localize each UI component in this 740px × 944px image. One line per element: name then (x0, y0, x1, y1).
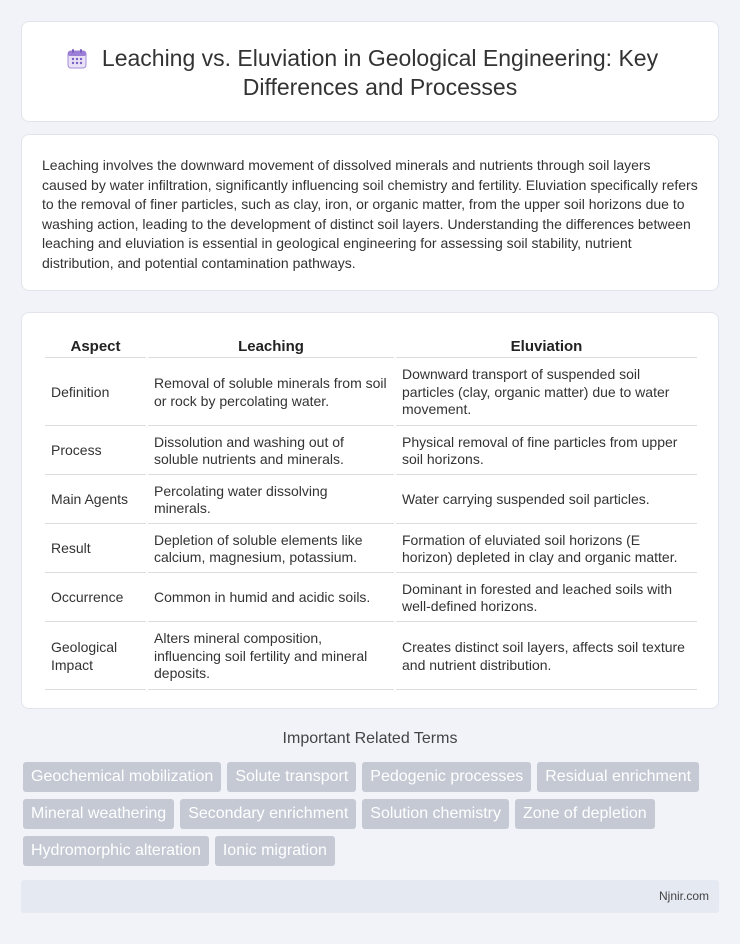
row-eluviation: Water carrying suspended soil particles. (396, 477, 697, 524)
header-eluviation: Eluviation (396, 336, 697, 358)
table-row (45, 575, 697, 622)
term-tag[interactable]: Hydromorphic alteration (23, 836, 209, 866)
related-terms-title: Important Related Terms (282, 730, 458, 747)
header-leaching: Leaching (148, 336, 394, 358)
term-tag[interactable]: Ionic migration (215, 836, 335, 866)
footer (21, 880, 719, 913)
term-tag[interactable]: Secondary enrichment (180, 799, 356, 829)
term-tag[interactable]: Mineral weathering (23, 799, 174, 829)
row-aspect: Definition (45, 360, 146, 426)
table-row (45, 477, 697, 524)
header-aspect: Aspect (45, 336, 146, 358)
term-tag[interactable]: Zone of depletion (515, 799, 655, 829)
table-row (45, 624, 697, 690)
row-leaching: Percolating water dissolving minerals. (148, 477, 394, 524)
term-tag[interactable]: Solute transport (227, 762, 356, 792)
term-tag[interactable]: Pedogenic processes (362, 762, 531, 792)
table-row (45, 428, 697, 475)
row-eluviation: Creates distinct soil layers, affects soil texture and nutrient distribution. (396, 624, 697, 690)
intro-card (21, 134, 719, 291)
table-header-row (45, 336, 697, 358)
row-leaching: Dissolution and washing out of soluble nutrients and minerals. (148, 428, 394, 475)
term-tag[interactable]: Geochemical mobilization (23, 762, 221, 792)
table-row (45, 526, 697, 573)
intro-paragraph: Leaching involves the downward movement of dissolved minerals and nutrients through soil layers caused by water infiltration, significantly influencing soil chemistry and fertility. Eluviation specifically refers to the removal of finer particles, such as clay, iron, or organic matter, from the upper soil horizons due to washing action, leading to the development of distinct soil layers. Understanding the differences between leaching and eluviation is essential in geological engineering for assessing soil stability, nutrient distribution, and potential contamination pathways. (42, 157, 698, 271)
row-leaching: Depletion of soluble elements like calcium, magnesium, potassium. (148, 526, 394, 573)
row-aspect: Process (45, 428, 146, 475)
title-card (21, 21, 719, 122)
related-terms-list (23, 762, 713, 866)
row-aspect: Geological Impact (45, 624, 146, 690)
comparison-card (21, 312, 719, 709)
title-wrap (22, 44, 718, 102)
row-eluviation: Formation of eluviated soil horizons (E horizon) depleted in clay and organic matter. (396, 526, 697, 573)
row-aspect: Occurrence (45, 575, 146, 622)
calendar-icon (66, 48, 88, 70)
row-leaching: Removal of soluble minerals from soil or rock by percolating water. (148, 360, 394, 426)
table-row (45, 360, 697, 426)
row-eluviation: Downward transport of suspended soil particles (clay, organic matter) due to water movement. (396, 360, 697, 426)
row-eluviation: Dominant in forested and leached soils with well-defined horizons. (396, 575, 697, 622)
row-aspect: Result (45, 526, 146, 573)
row-leaching: Alters mineral composition, influencing soil fertility and mineral deposits. (148, 624, 394, 690)
row-eluviation: Physical removal of fine particles from upper soil horizons. (396, 428, 697, 475)
comparison-table (43, 334, 699, 692)
footer-site[interactable]: Njnir.com (658, 889, 709, 903)
term-tag[interactable]: Residual enrichment (537, 762, 699, 792)
page-title: Leaching vs. Eluviation in Geological Engineering: Key Differences and Processes (101, 45, 659, 100)
term-tag[interactable]: Solution chemistry (362, 799, 509, 829)
row-aspect: Main Agents (45, 477, 146, 524)
row-leaching: Common in humid and acidic soils. (148, 575, 394, 622)
